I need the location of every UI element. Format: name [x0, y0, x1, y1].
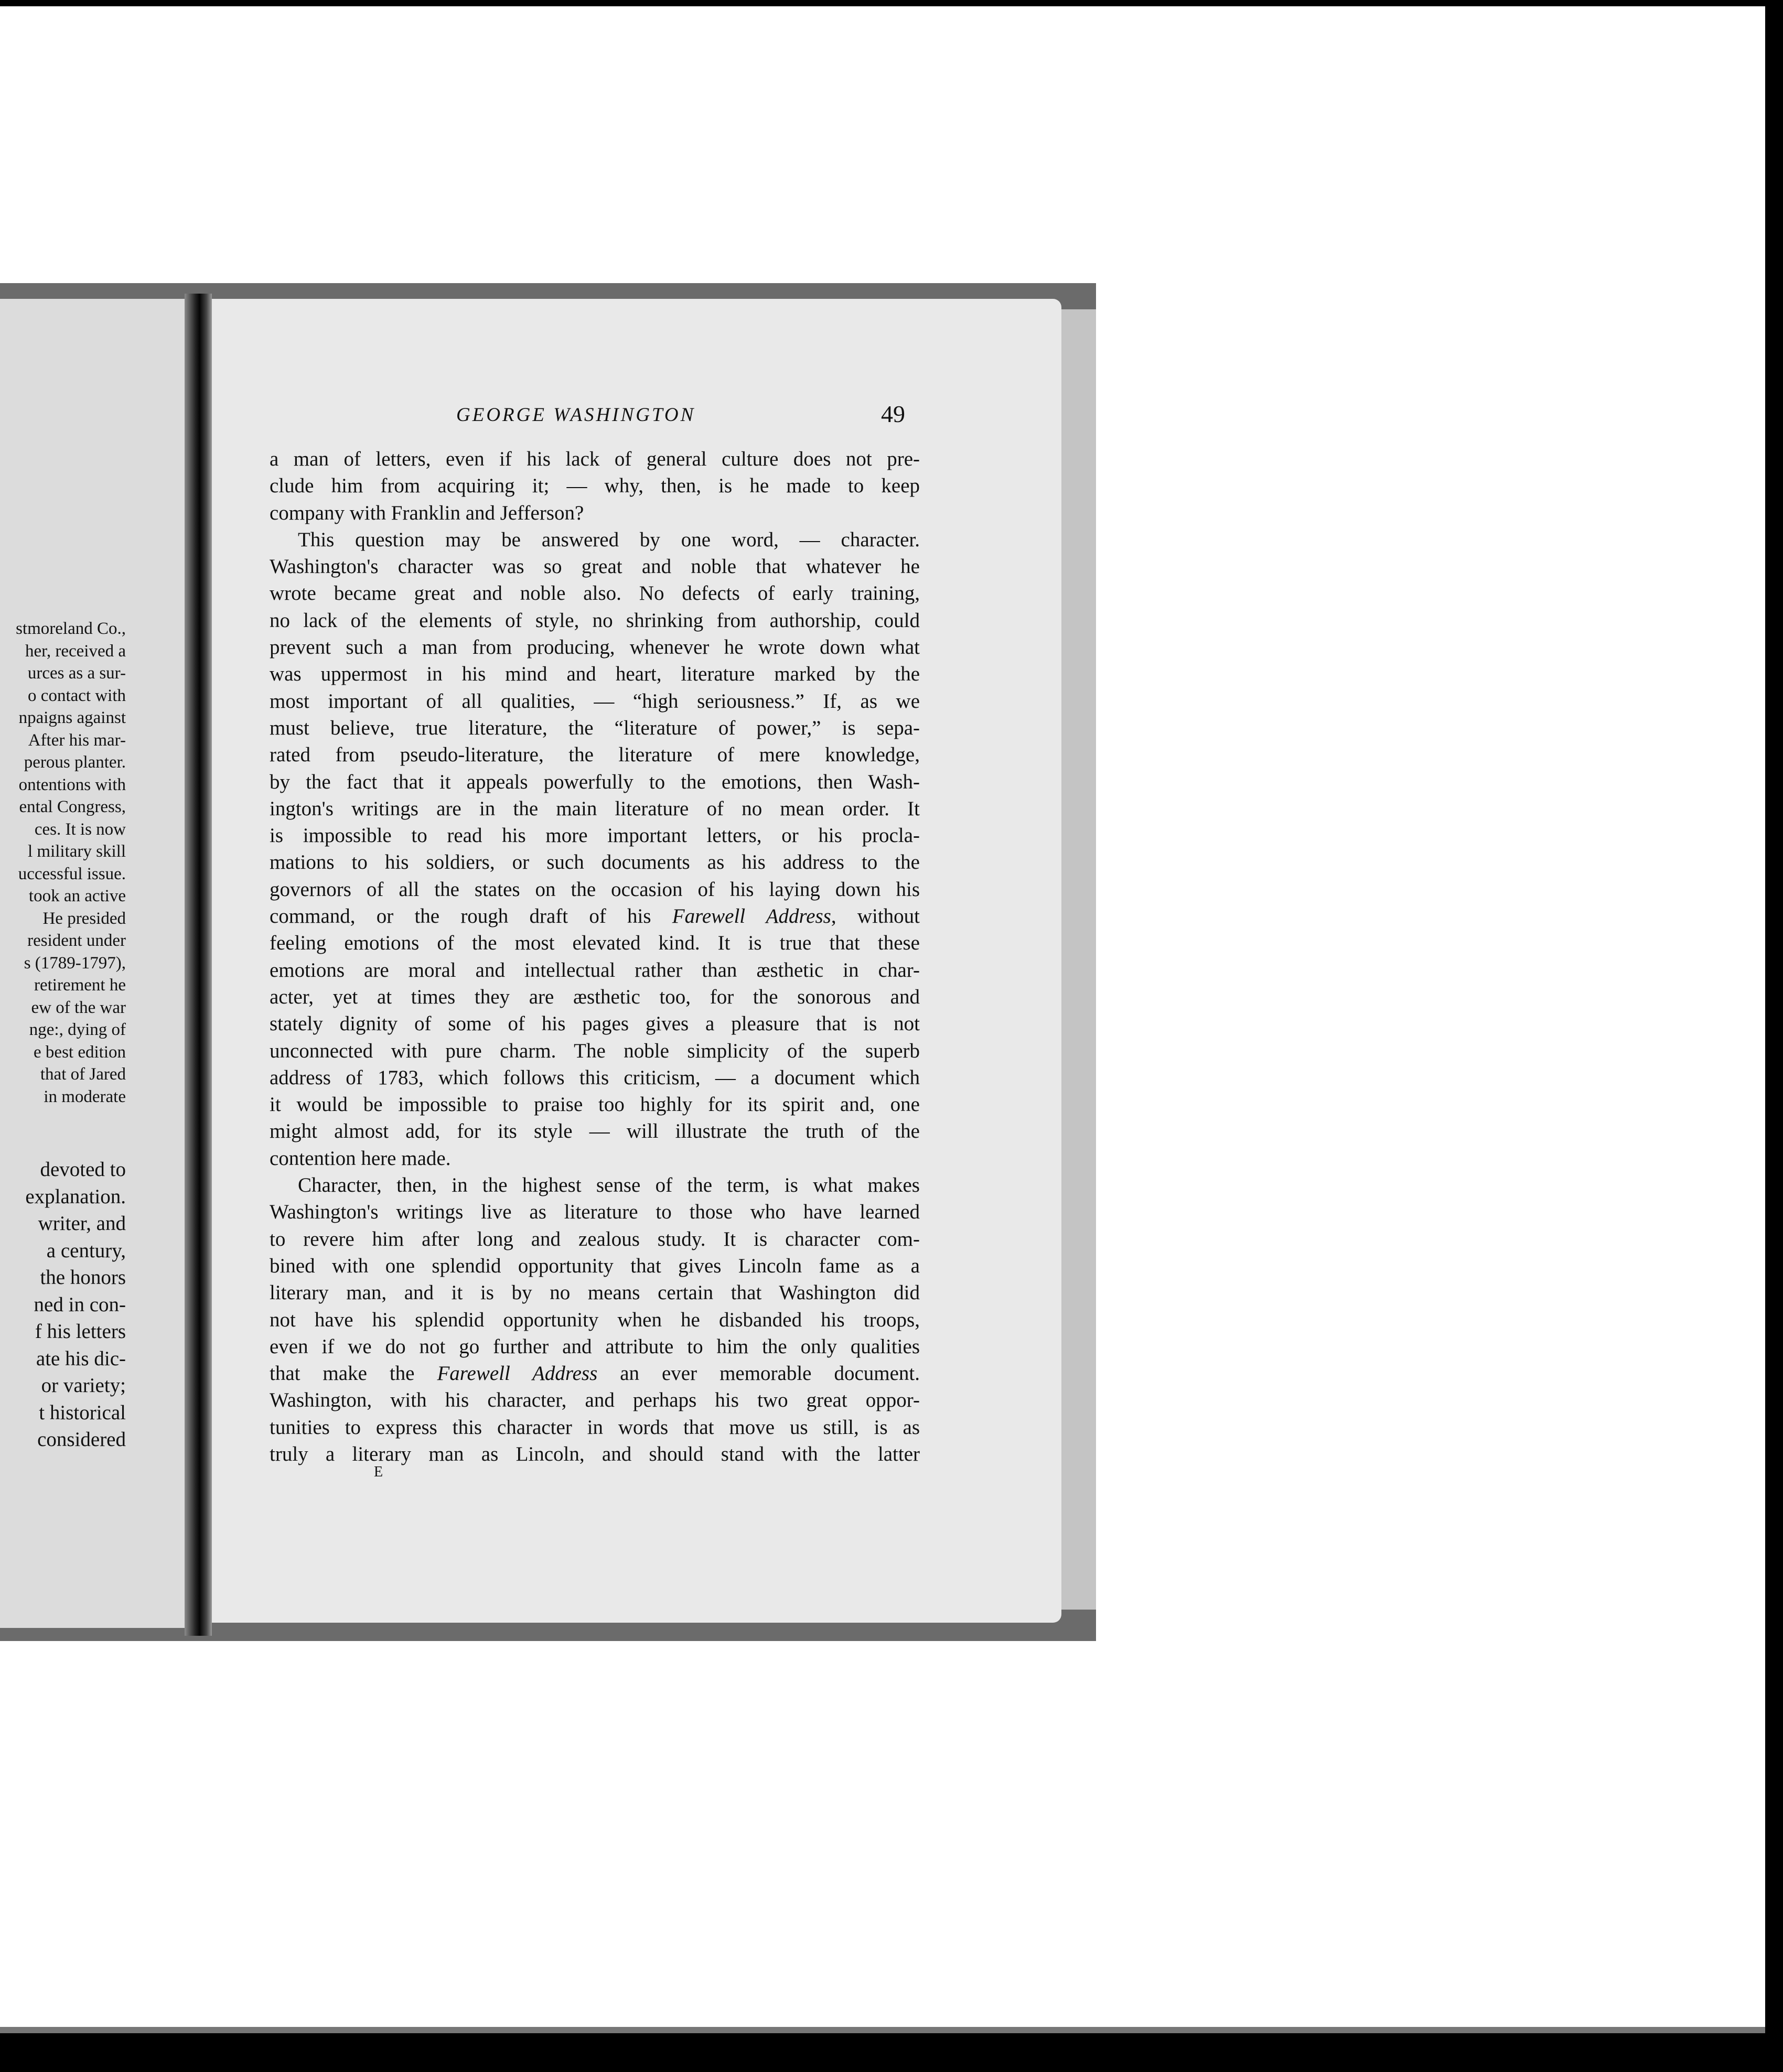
left-page-line: took an active	[28, 887, 126, 905]
signature-mark: E	[374, 1464, 383, 1480]
left-page-line: After his mar-	[28, 730, 126, 750]
left-page-line: perous planter.	[24, 753, 126, 772]
page-header	[278, 398, 907, 430]
left-page-line: ate his dic-	[36, 1347, 126, 1370]
text-line: stately dignity of some of his pages gives a pleasure that is not	[270, 1012, 920, 1035]
left-page-line: l military skill	[28, 842, 126, 861]
text-line: Washington's writings live as literature to those who have learned	[270, 1201, 920, 1224]
left-page-line: s (1789-1797),	[24, 953, 126, 973]
left-page-line: her, received a	[25, 641, 126, 661]
text-line-segment: , without	[831, 905, 920, 928]
text-line	[270, 1360, 920, 1387]
left-page-line: a century,	[46, 1239, 126, 1262]
text-line: prevent such a man from producing, whenever he wrote down what	[270, 636, 920, 659]
italic-title: Farewell Address	[672, 905, 831, 928]
text-line-segment: command, or the rough draft of his	[270, 905, 672, 928]
text-line: Washington, with his character, and perhaps his two great oppor-	[270, 1389, 920, 1412]
left-page-line: e best edition	[34, 1042, 126, 1062]
left-page-line: npaigns against	[18, 708, 126, 727]
left-page-line: explanation.	[25, 1185, 126, 1208]
text-line: literary man, and it is by no means certain that Washington did	[270, 1281, 920, 1304]
text-line: address of 1783, which follows this criticism, — a document which	[270, 1066, 920, 1089]
text-line: might almost add, for its style — will illustrate the truth of the	[270, 1120, 920, 1143]
text-line: no lack of the elements of style, no shrinking from authorship, could	[270, 609, 920, 632]
text-line	[270, 903, 920, 930]
text-line: by the fact that it appeals powerfully to the emotions, then Wash-	[270, 770, 920, 793]
left-page-line: ces. It is now	[34, 819, 126, 839]
left-page-line: writer, and	[38, 1212, 126, 1235]
text-line: company with Franklin and Jefferson?	[270, 501, 584, 524]
left-page-small-text	[0, 618, 126, 1108]
scanner-frame-right	[1765, 0, 1783, 2072]
text-line: governors of all the states on the occasion of his laying down his	[270, 878, 920, 901]
left-page-line: He presided	[42, 909, 126, 928]
scanner-frame-top	[0, 0, 1783, 6]
text-line: bined with one splendid opportunity that gives Lincoln fame as a	[270, 1254, 920, 1277]
left-page-line: that of Jared	[40, 1065, 126, 1084]
text-line: to revere him after long and zealous study. It is character com-	[270, 1227, 920, 1250]
text-line: most important of all qualities, — “high seriousness.” If, as we	[270, 689, 920, 713]
left-page-line: or variety;	[41, 1374, 126, 1397]
left-page-line: o contact with	[28, 686, 126, 705]
left-page-line: nge:, dying of	[29, 1020, 126, 1039]
left-page-line: in moderate	[44, 1087, 126, 1106]
left-page-line: t historical	[39, 1401, 126, 1424]
left-page-line: retirement he	[34, 976, 126, 995]
text-line: wrote became great and noble also. No defects of early training,	[270, 582, 920, 605]
left-page-line: stmoreland Co.,	[16, 619, 126, 638]
text-line: a man of letters, even if his lack of general culture does not pre-	[270, 448, 920, 470]
left-page-line: resident under	[27, 931, 126, 950]
text-line: mations to his soldiers, or such documents as his address to the	[270, 851, 920, 874]
text-line: Washington's character was so great and noble that whatever he	[270, 555, 920, 578]
text-line: This question may be answered by one word, — character.	[298, 528, 920, 551]
text-line: is impossible to read his more important letters, or his procla-	[270, 824, 920, 847]
text-line: must believe, true literature, the “literature of power,” is sepa-	[270, 716, 920, 739]
left-page-line: ontentions with	[18, 775, 126, 794]
scanner-frame-bottom-edge	[0, 2027, 1765, 2033]
text-line: contention here made.	[270, 1147, 451, 1170]
text-line: rated from pseudo-literature, the literature of mere knowledge,	[270, 743, 920, 767]
left-page-line: ental Congress,	[19, 797, 126, 816]
left-page-line: ew of the war	[31, 998, 126, 1017]
page-number: 49	[881, 401, 905, 427]
text-line: was uppermost in his mind and heart, literature marked by the	[270, 663, 920, 686]
text-line: emotions are moral and intellectual rather than æsthetic in char-	[270, 958, 920, 981]
left-page-line: uccessful issue.	[18, 864, 126, 883]
text-line: not have his splendid opportunity when he disbanded his troops,	[270, 1308, 920, 1331]
book-gutter	[185, 294, 212, 1636]
text-line: Character, then, in the highest sense of the term, is what makes	[298, 1174, 920, 1197]
body-text	[270, 446, 920, 1467]
left-page-line: considered	[37, 1428, 126, 1451]
scanner-frame-bottom	[0, 2033, 1783, 2072]
left-page-line: the honors	[40, 1266, 126, 1289]
text-line-segment: an ever memorable document.	[597, 1362, 920, 1385]
text-line: truly a literary man as Lincoln, and should stand with the latter	[270, 1442, 920, 1465]
left-page-large-text	[0, 1156, 126, 1453]
running-title: GEORGE WASHINGTON	[456, 404, 696, 426]
left-page-line: ned in con-	[34, 1293, 126, 1316]
text-line-segment: that make the	[270, 1362, 437, 1385]
text-line: ington's writings are in the main literature of no mean order. It	[270, 797, 920, 820]
text-line: tunities to express this character in words that move us still, is as	[270, 1416, 920, 1439]
text-line: it would be impossible to praise too highly for its spirit and, one	[270, 1093, 920, 1116]
italic-title: Farewell Address	[437, 1362, 598, 1385]
left-page-line: f his letters	[35, 1320, 126, 1343]
text-line: acter, yet at times they are æsthetic too, for the sonorous and	[270, 985, 920, 1008]
text-line: feeling emotions of the most elevated kind. It is true that these	[270, 932, 920, 955]
left-page-line: urces as a sur-	[27, 664, 126, 683]
left-page-line: devoted to	[40, 1158, 126, 1181]
text-line: clude him from acquiring it; — why, then, is he made to keep	[270, 474, 920, 498]
text-line: even if we do not go further and attribute to him the only qualities	[270, 1335, 920, 1358]
page-edge	[1061, 309, 1096, 1610]
text-line: unconnected with pure charm. The noble simplicity of the superb	[270, 1039, 920, 1062]
